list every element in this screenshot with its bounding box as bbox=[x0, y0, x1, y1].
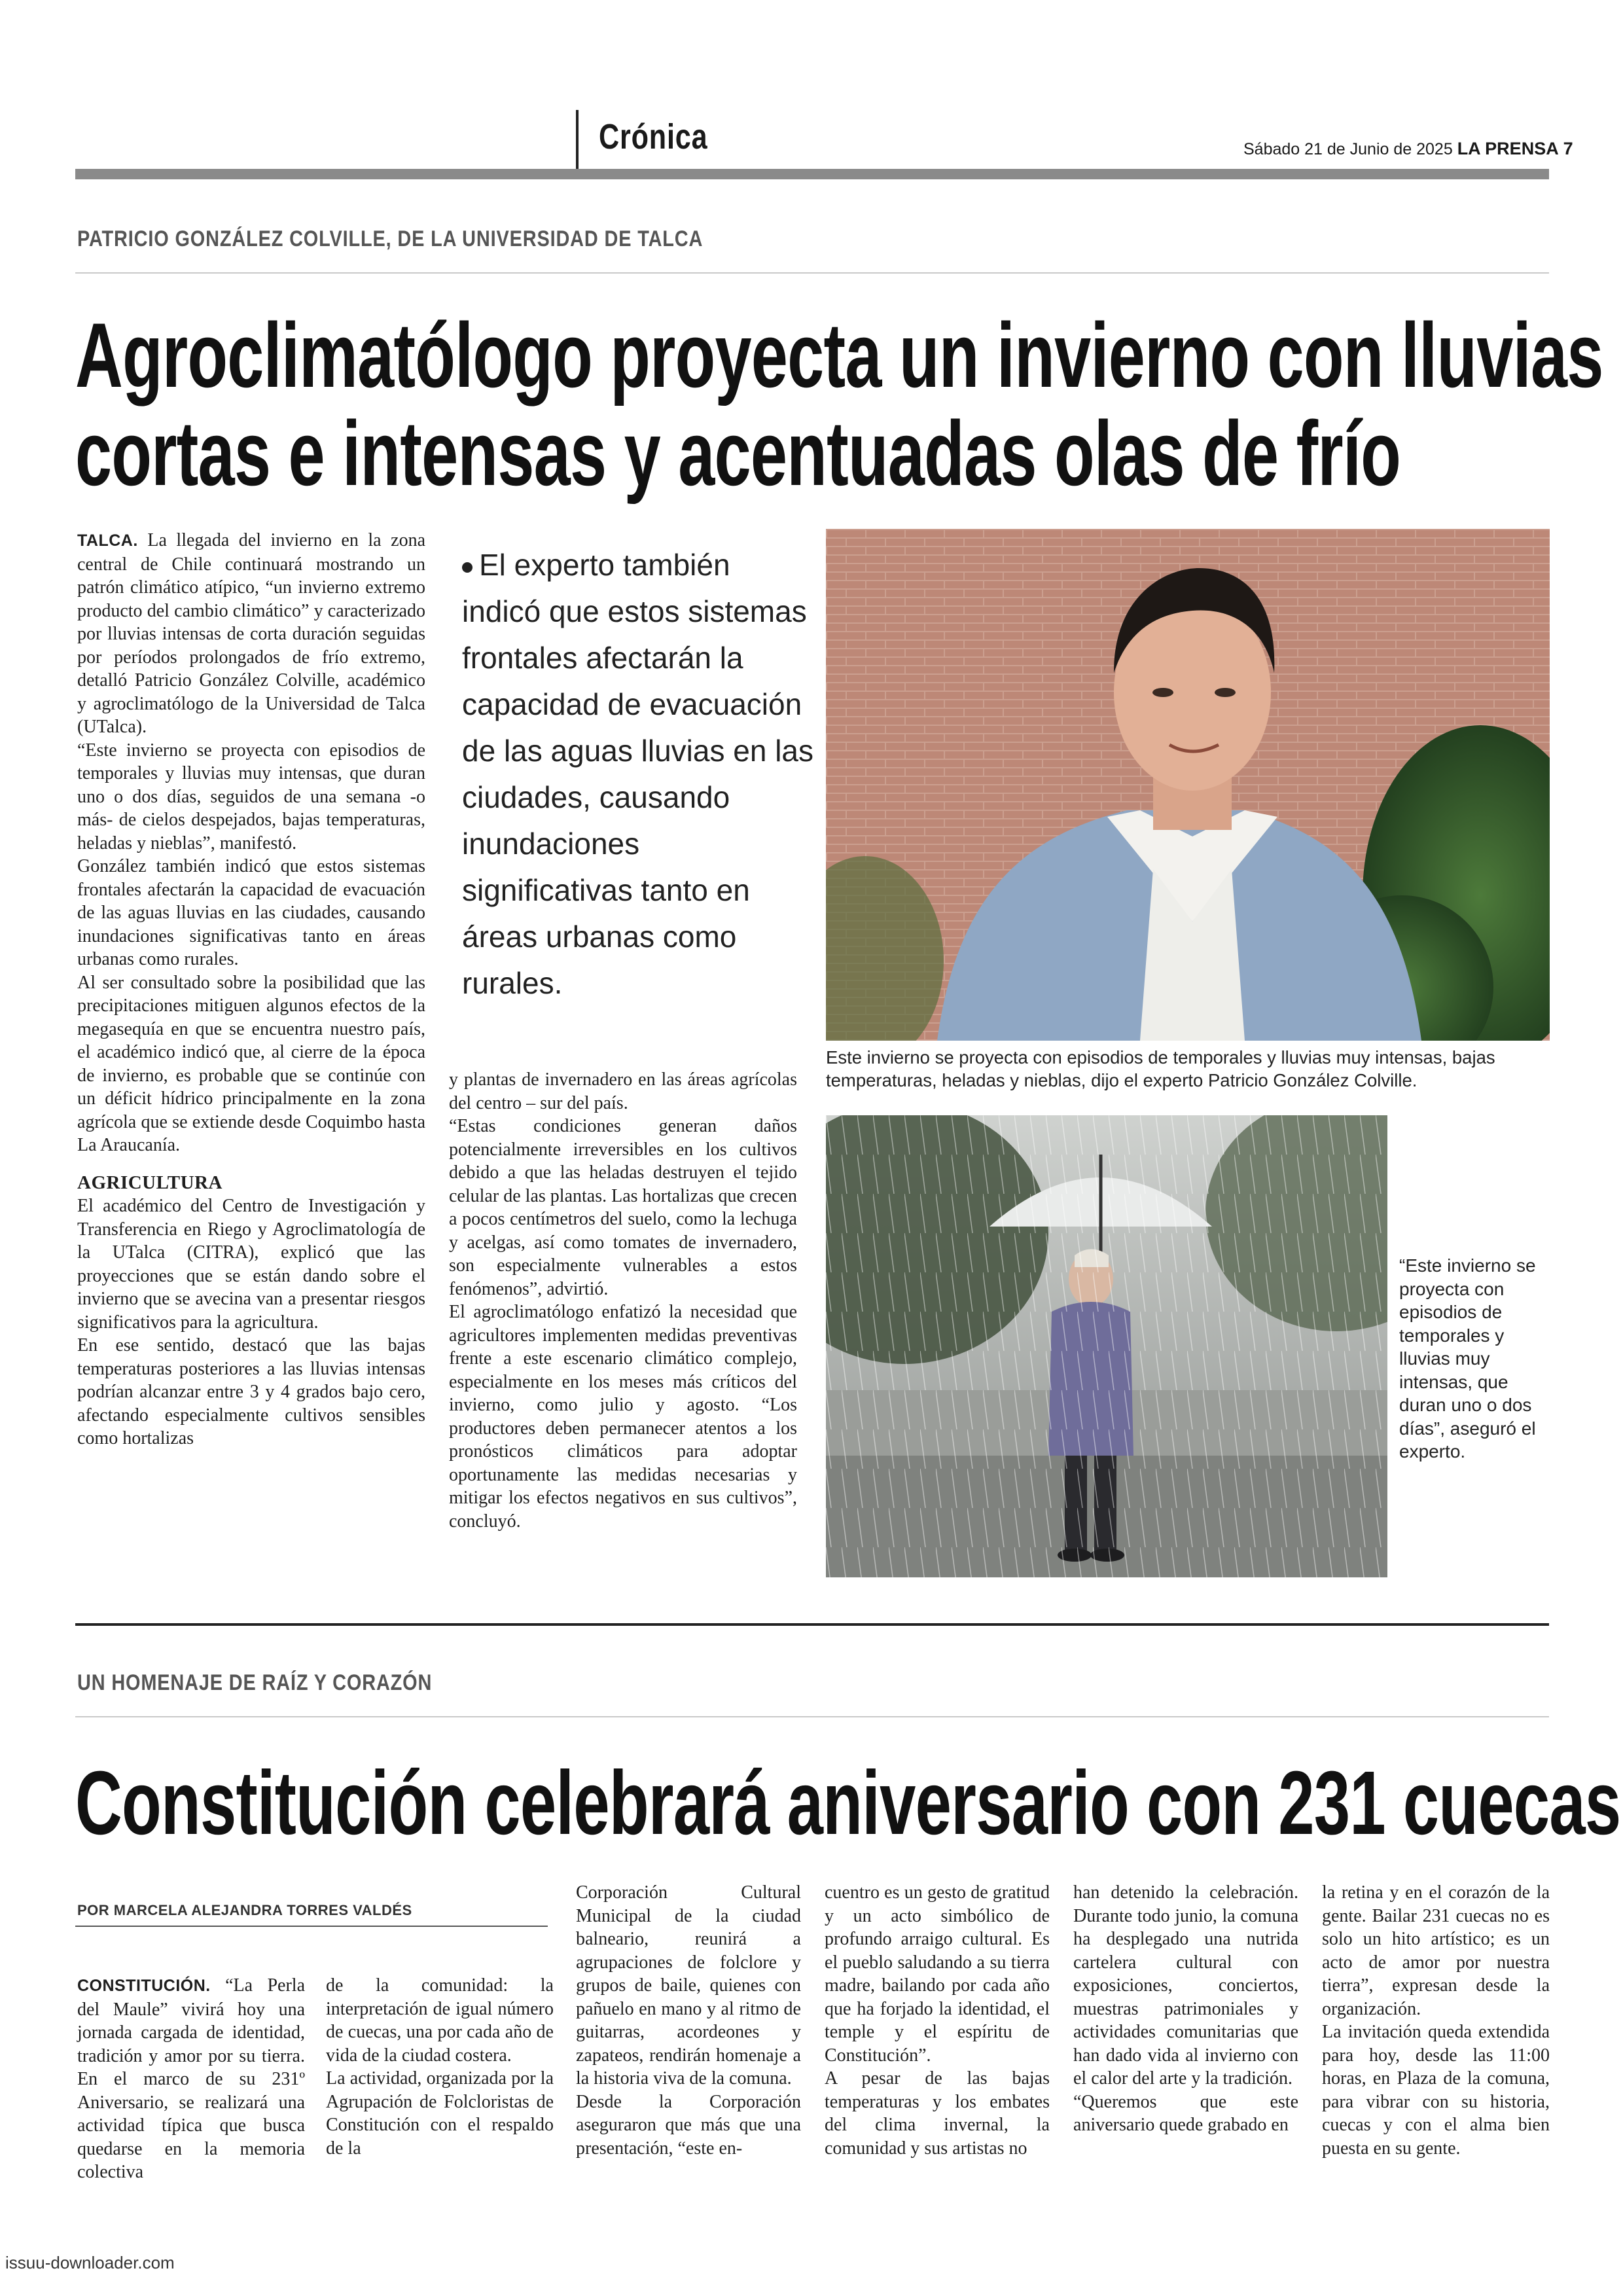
article2-column-1 bbox=[77, 1974, 305, 2184]
bullet-icon bbox=[462, 562, 473, 573]
paragraph: En ese sentido, destacó que las bajas temperaturas posteriores a las lluvias intensas podrían alcanzar entre 3 y 4 grados bajo cero, afectando especialmente cultivos sensibles como hortalizas bbox=[77, 1335, 425, 1448]
article1-column-2 bbox=[449, 1068, 797, 1533]
expert-portrait-photo bbox=[826, 529, 1550, 1041]
pull-quote bbox=[462, 542, 815, 1007]
headline-line-1: Agroclimatólogo proyecta un invierno con lluvias bbox=[75, 304, 1603, 406]
section-title: Crónica bbox=[599, 117, 708, 156]
page-number: 7 bbox=[1563, 139, 1573, 158]
lead-paragraph: La llegada del invierno en la zona central de Chile continuará mostrando un patrón climático atípico, “un invierno extremo producto del cambio climático” y caracterizado por lluvias intensas de corta duración seguidas por períodos prolongados de frío extremo, detalló Patricio González Colville, académico y agroclimatólogo de la Universidad de Talca (UTalca). bbox=[77, 530, 425, 737]
article2-column-2 bbox=[326, 1974, 554, 2160]
header-rule bbox=[75, 169, 1549, 179]
paragraph: González también indicó que estos sistemas frontales afectarán la capacidad de evacuación de las aguas lluvias en las ciudades, causando inundaciones significativas tanto en áreas urbanas como rurales. bbox=[77, 856, 425, 969]
paragraph: La actividad, organizada por la Agrupación de Folcloristas de Constitución con el respaldo de la bbox=[326, 2068, 554, 2159]
article-separator bbox=[75, 1623, 1549, 1626]
paragraph: Al ser consultado sobre la posibilidad que las precipitaciones mitiguen algunos efectos de la megasequía en que se encuentra nuestro país, el académico indicó que, al cierre de la época de invierno, es probable que se continúe con un déficit hídrico principalmente en la zona agrícola que se extiende desde Coquimbo hasta La Araucanía. bbox=[77, 972, 425, 1155]
paragraph: cuentro es un gesto de gratitud y un acto simbólico de profundo arraigo cultural. Es el pueblo saludando a su tierra madre, bailando por cada año que ha forjado la identidad, el temple y el espíritu de Constitución”. bbox=[825, 1882, 1050, 2066]
kicker-rule bbox=[75, 272, 1549, 274]
byline-rule bbox=[75, 1926, 548, 1927]
paragraph: “Queremos que este aniversario quede grabado en bbox=[1073, 2091, 1298, 2135]
paragraph: El agroclimatólogo enfatizó la necesidad que agricultores implementen medidas preventivas frente a este escenario climático complejo, especialmente en los meses más críticos del invierno, como julio y agosto. “Los productores deben permanecer atentos a los pronósticos climáticos para adoptar oportunamente las medidas necesarias y mitigar los efectos negativos en sus cultivos”, concluyó. bbox=[449, 1302, 797, 1532]
article1-headline bbox=[75, 306, 1603, 503]
rain-umbrella-photo bbox=[826, 1115, 1387, 1577]
article2-headline: Constitución celebrará aniversario con 231 cuecas bbox=[75, 1753, 1621, 1854]
paragraph: “La Perla del Maule” vivirá hoy una jornada cargada de identidad, tradición y amor por su tierra. En el marco de su 231º Aniversario, se realizará una actividad típica que busca quedarse en la memoria colectiva bbox=[77, 1975, 305, 2182]
subhead: AGRICULTURA bbox=[77, 1172, 223, 1193]
dateline: TALCA. bbox=[77, 531, 138, 550]
article2-column-5 bbox=[1073, 1881, 1298, 2137]
kicker-rule-2 bbox=[75, 1716, 1549, 1717]
article2-column-4 bbox=[825, 1881, 1050, 2160]
article1-column-1 bbox=[77, 529, 425, 1450]
page-info bbox=[1243, 139, 1573, 159]
expert-portrait-image bbox=[826, 529, 1550, 1041]
paragraph: La invitación queda extendida para hoy, desde las 11:00 horas, en Plaza de la comuna, para vibrar con su historia, cuecas y con el alma bien puesta en su gente. bbox=[1322, 2022, 1550, 2159]
issue-date: Sábado 21 de Junio de 2025 bbox=[1243, 140, 1453, 158]
paragraph: A pesar de las bajas temperaturas y los embates del clima invernal, la comunidad y sus artistas no bbox=[825, 2068, 1050, 2159]
paragraph: y plantas de invernadero en las áreas agrícolas del centro – sur del país. bbox=[449, 1069, 797, 1113]
publication-name: LA PRENSA bbox=[1457, 139, 1559, 158]
headline-line-2: cortas e intensas y acentuadas olas de frío bbox=[75, 402, 1401, 505]
paragraph: El académico del Centro de Investigación y Transferencia en Riego y Agroclimatología de la UTalca (CITRA), explicó que las proyecciones que se están dando sobre el invierno que se avecina van a presentar riesgos significativos para la agricultura. bbox=[77, 1196, 425, 1333]
paragraph: la retina y en el corazón de la gente. Bailar 231 cuecas no es solo un hito artístico; es un acto de amor por nuestra tierra”, expresan desde la organización. bbox=[1322, 1882, 1550, 2019]
article1-kicker: PATRICIO GONZÁLEZ COLVILLE, DE LA UNIVERSIDAD DE TALCA bbox=[77, 226, 704, 251]
header-divider bbox=[576, 110, 579, 170]
rain-umbrella-image bbox=[826, 1115, 1387, 1577]
watermark: issuu-downloader.com bbox=[5, 2253, 175, 2272]
photo1-caption: Este invierno se proyecta con episodios de temporales y lluvias muy intensas, bajas temperaturas, heladas y nieblas, dijo el experto Patricio González Colville. bbox=[826, 1047, 1495, 1090]
paragraph: Desde la Corporación aseguraron que más que una presentación, “este en- bbox=[576, 2091, 801, 2159]
paragraph: Corporación Cultural Municipal de la ciudad balneario, reunirá a agrupaciones de folclore y grupos de baile, quienes con pañuelo en mano y al ritmo de guitarras, acordeones y zapateos, rendirán homenaje a la historia viva de la comuna. bbox=[576, 1882, 801, 2089]
pull-quote-text: El experto también indicó que estos sistemas frontales afectarán la capacidad de evacuación de las aguas lluvias en las ciudades, causando inundaciones significativas tanto en áreas urbanas como rurales. bbox=[462, 548, 813, 1000]
paragraph: de la comunidad: la interpretación de igual número de cuecas, una por cada año de vida de la ciudad costera. bbox=[326, 1975, 554, 2066]
paragraph: “Este invierno se proyecta con episodios de temporales y lluvias muy intensas, que duran uno o dos días, seguidos de una semana -o más- de cielos despejados, bajas temperaturas, heladas y nieblas”, manifestó. bbox=[77, 740, 425, 853]
side-quote: “Este invierno se proyecta con episodios de temporales y lluvias muy intensas, que duran uno o dos días”, aseguró el experto. bbox=[1399, 1255, 1536, 1462]
byline: POR MARCELA ALEJANDRA TORRES VALDÉS bbox=[77, 1902, 412, 1918]
paragraph: “Estas condiciones generan daños potencialmente irreversibles en los cultivos debido a que las heladas destruyen el tejido celular de las plantas. Las hortalizas que crecen a pocos centímetros del suelo, como la lechuga y acelgas, así como tomates de invernadero, son especialmente vulnerables a estos fenómenos”, advirtió. bbox=[449, 1116, 797, 1299]
article2-column-6 bbox=[1322, 1881, 1550, 2160]
dateline: CONSTITUCIÓN. bbox=[77, 1977, 211, 1995]
article2-kicker: UN HOMENAJE DE RAÍZ Y CORAZÓN bbox=[77, 1670, 433, 1695]
paragraph: han detenido la celebración. Durante todo junio, la comuna ha desplegado una nutrida cartelera cultural con exposiciones, conciertos, muestras patrimoniales y actividades comunitarias que han dado vida al invierno con el calor del arte y la tradición. bbox=[1073, 1882, 1298, 2089]
article2-column-3 bbox=[576, 1881, 801, 2160]
